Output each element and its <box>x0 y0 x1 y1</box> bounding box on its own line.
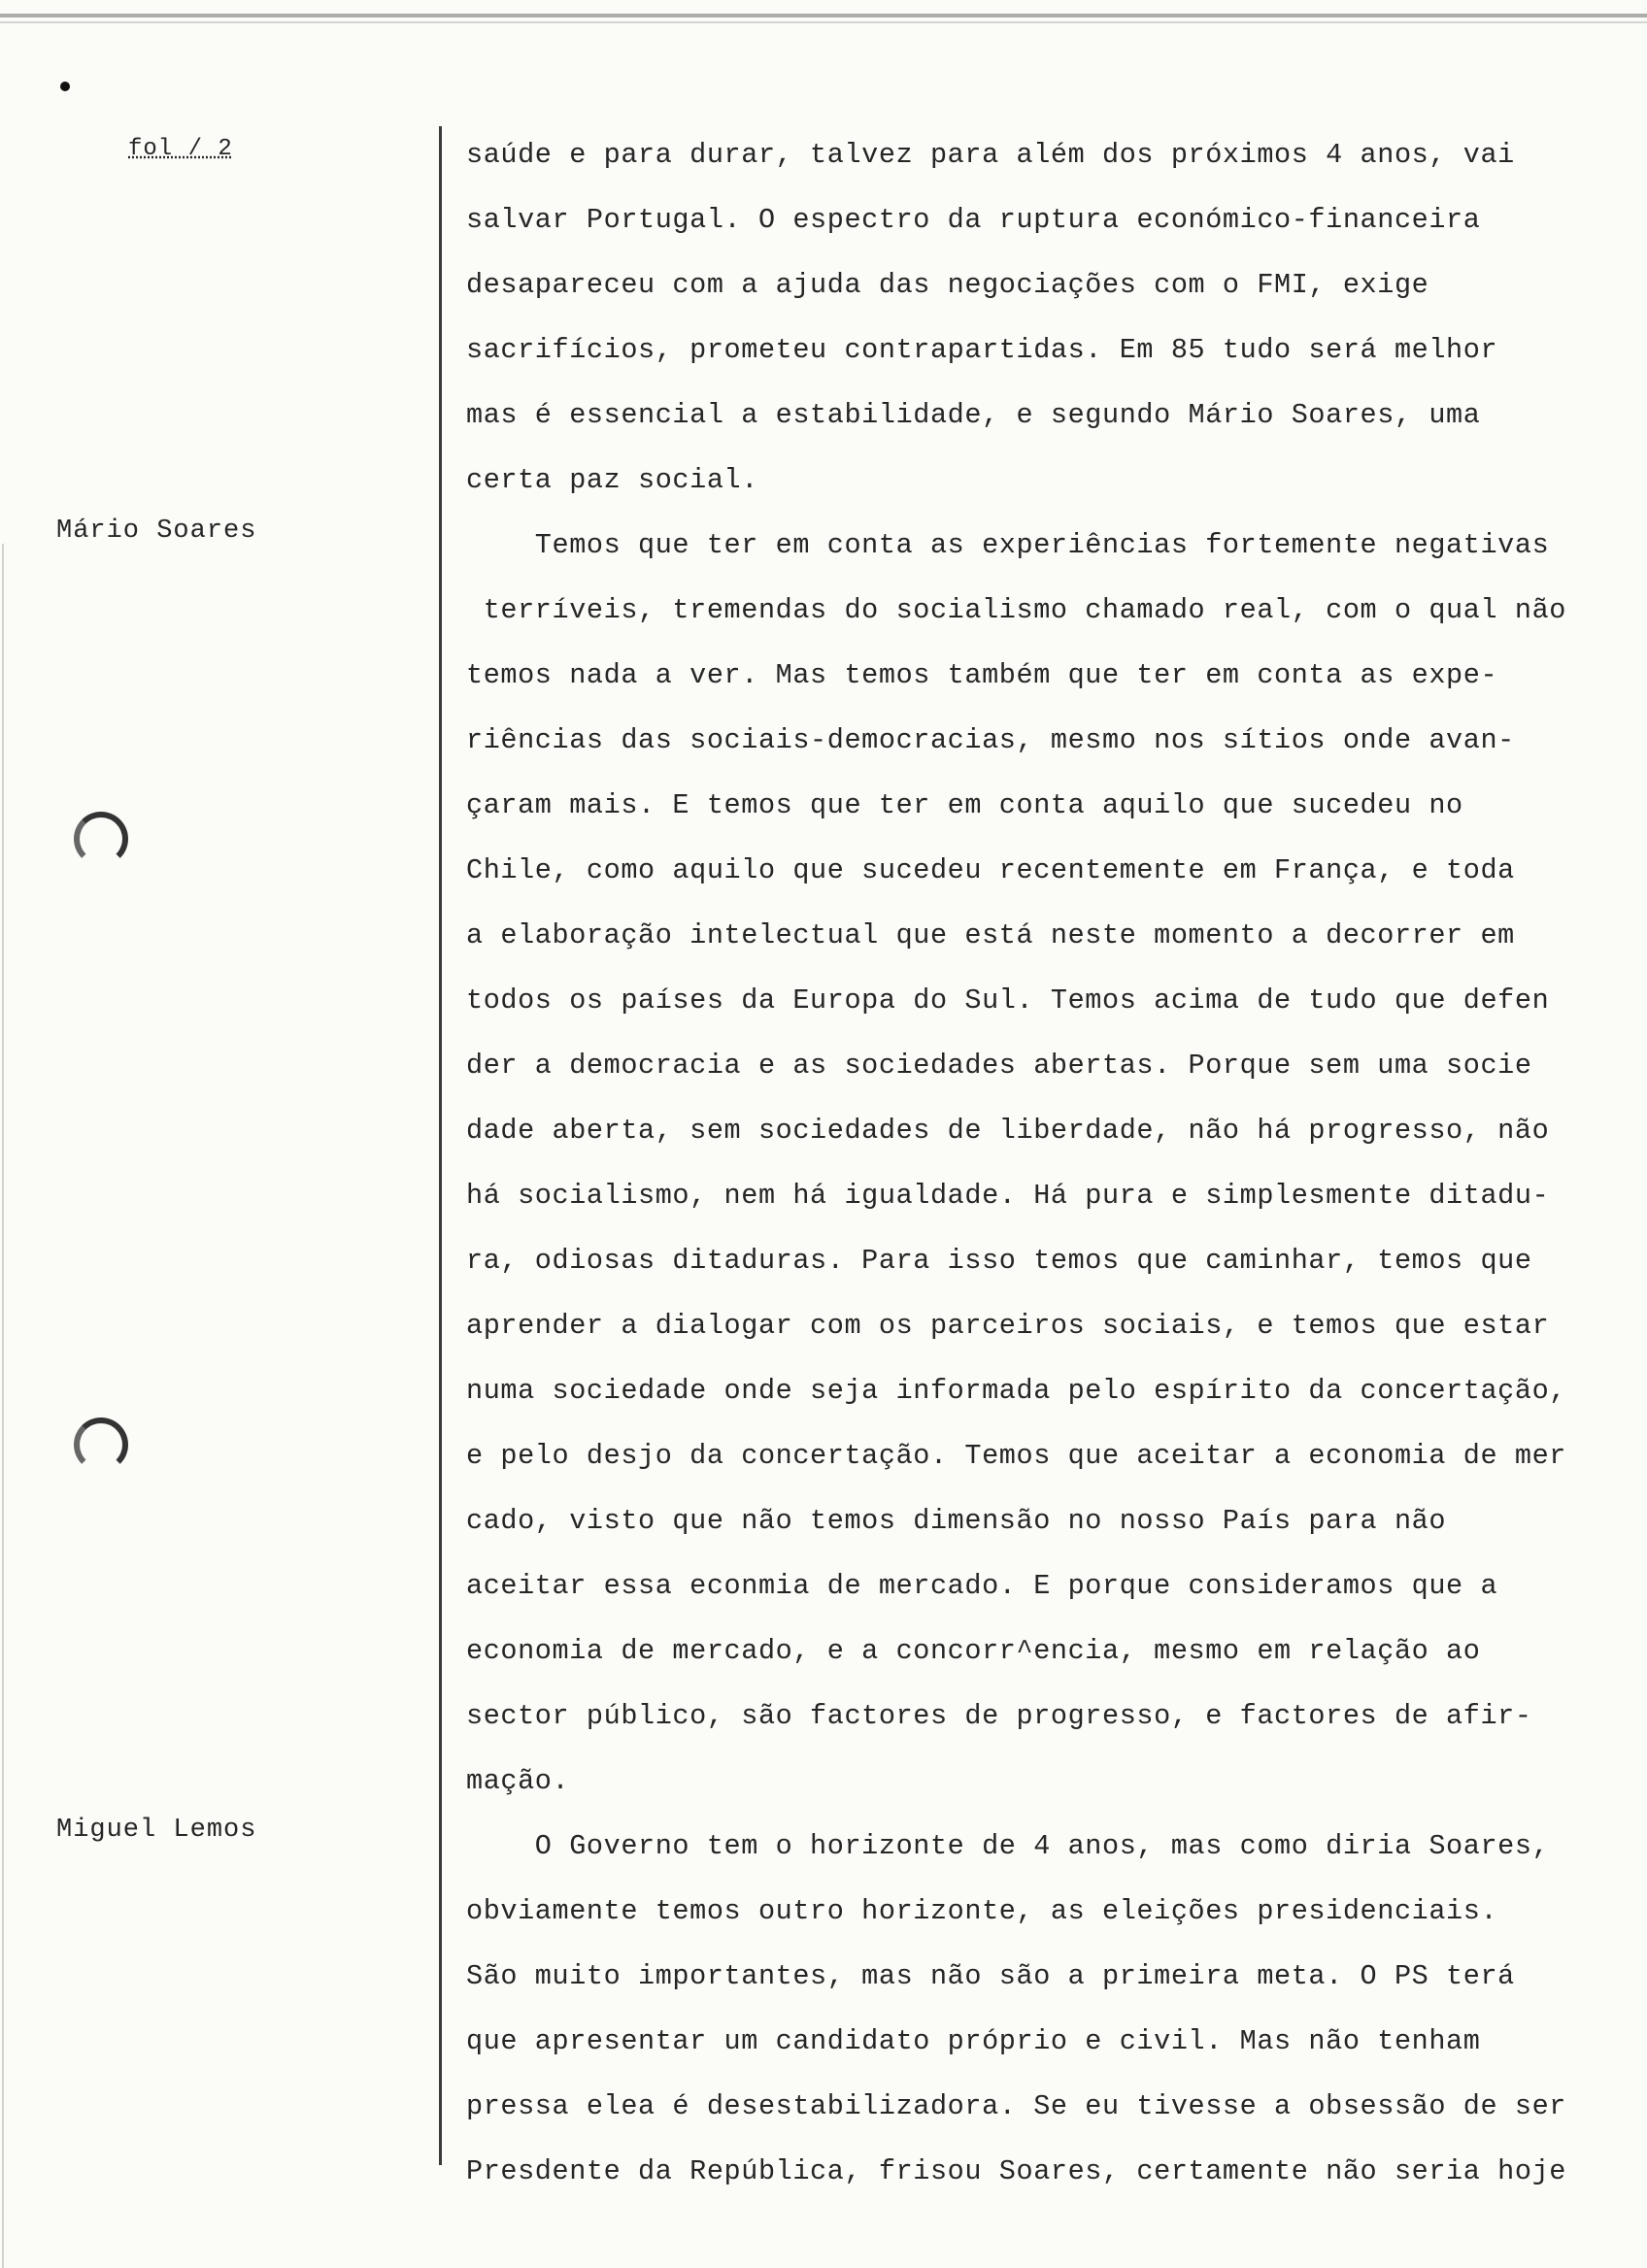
body-line: salvar Portugal. O espectro da ruptura económico-financeira <box>466 204 1481 236</box>
body-line: sacrifícios, prometeu contrapartidas. Em 85 tudo será melhor <box>466 334 1498 366</box>
body-line: aprender a dialogar com os parceiros sociais, e temos que estar <box>466 1310 1550 1342</box>
body-text <box>466 122 1622 2204</box>
body-line: mas é essencial a estabilidade, e segundo Mário Soares, uma <box>466 399 1481 431</box>
bullet-mark-icon <box>60 82 70 91</box>
body-line: mação. <box>466 1765 570 1797</box>
body-line: a elaboração intelectual que está neste momento a decorrer em <box>466 919 1515 951</box>
body-line: Temos que ter em conta as experiências fortemente negativas <box>466 529 1550 561</box>
body-line: O Governo tem o horizonte de 4 anos, mas como diria Soares, <box>466 1830 1550 1862</box>
punch-hole-icon <box>74 812 128 866</box>
margin-note-miguel-lemos: Miguel Lemos <box>56 1816 257 1845</box>
body-line: Presdente da República, frisou Soares, certamente não seria hoje <box>466 2155 1566 2187</box>
body-line: certa paz social. <box>466 464 758 496</box>
margin-rule <box>439 126 442 2165</box>
folio-number: fol / 2 <box>128 136 233 162</box>
body-line: há socialismo, nem há igualdade. Há pura e simplesmente ditadu- <box>466 1180 1550 1212</box>
body-line: cado, visto que não temos dimensão no nosso País para não <box>466 1505 1447 1537</box>
body-line: economia de mercado, e a concorr^encia, mesmo em relação ao <box>466 1635 1481 1667</box>
body-line: São muito importantes, mas não são a primeira meta. O PS terá <box>466 1960 1515 1992</box>
body-line: numa sociedade onde seja informada pelo espírito da concertação, <box>466 1375 1566 1407</box>
body-line: riências das sociais-democracias, mesmo nos sítios onde avan- <box>466 724 1515 756</box>
body-line: pressa elea é desestabilizadora. Se eu tivesse a obsessão de ser <box>466 2090 1566 2122</box>
body-line: dade aberta, sem sociedades de liberdade, não há progresso, não <box>466 1115 1550 1147</box>
body-line: terríveis, tremendas do socialismo chamado real, com o qual não <box>466 594 1566 626</box>
body-line: obviamente temos outro horizonte, as eleições presidenciais. <box>466 1895 1498 1927</box>
top-scan-edge-secondary <box>0 21 1647 23</box>
left-scan-edge <box>2 544 4 2268</box>
margin-note-mario-soares: Mário Soares <box>56 517 257 546</box>
body-line: aceitar essa econmia de mercado. E porque consideramos que a <box>466 1570 1498 1602</box>
top-scan-edge <box>0 14 1647 17</box>
body-line: sector público, são factores de progresso, e factores de afir- <box>466 1700 1532 1732</box>
body-line: ra, odiosas ditaduras. Para isso temos que caminhar, temos que <box>466 1245 1532 1277</box>
body-line: temos nada a ver. Mas temos também que ter em conta as expe- <box>466 659 1498 691</box>
body-line: desapareceu com a ajuda das negociações com o FMI, exige <box>466 269 1429 301</box>
body-line: saúde e para durar, talvez para além dos próximos 4 anos, vai <box>466 139 1515 171</box>
punch-hole-icon <box>74 1418 128 1472</box>
body-line: que apresentar um candidato próprio e civil. Mas não tenham <box>466 2025 1481 2057</box>
body-line: e pelo desjo da concertação. Temos que aceitar a economia de mer <box>466 1440 1566 1472</box>
body-line: Chile, como aquilo que sucedeu recentemente em França, e toda <box>466 854 1515 886</box>
body-line: der a democracia e as sociedades abertas. Porque sem uma socie <box>466 1050 1532 1082</box>
body-line: todos os países da Europa do Sul. Temos acima de tudo que defen <box>466 984 1550 1017</box>
body-line: çaram mais. E temos que ter em conta aquilo que sucedeu no <box>466 789 1463 821</box>
